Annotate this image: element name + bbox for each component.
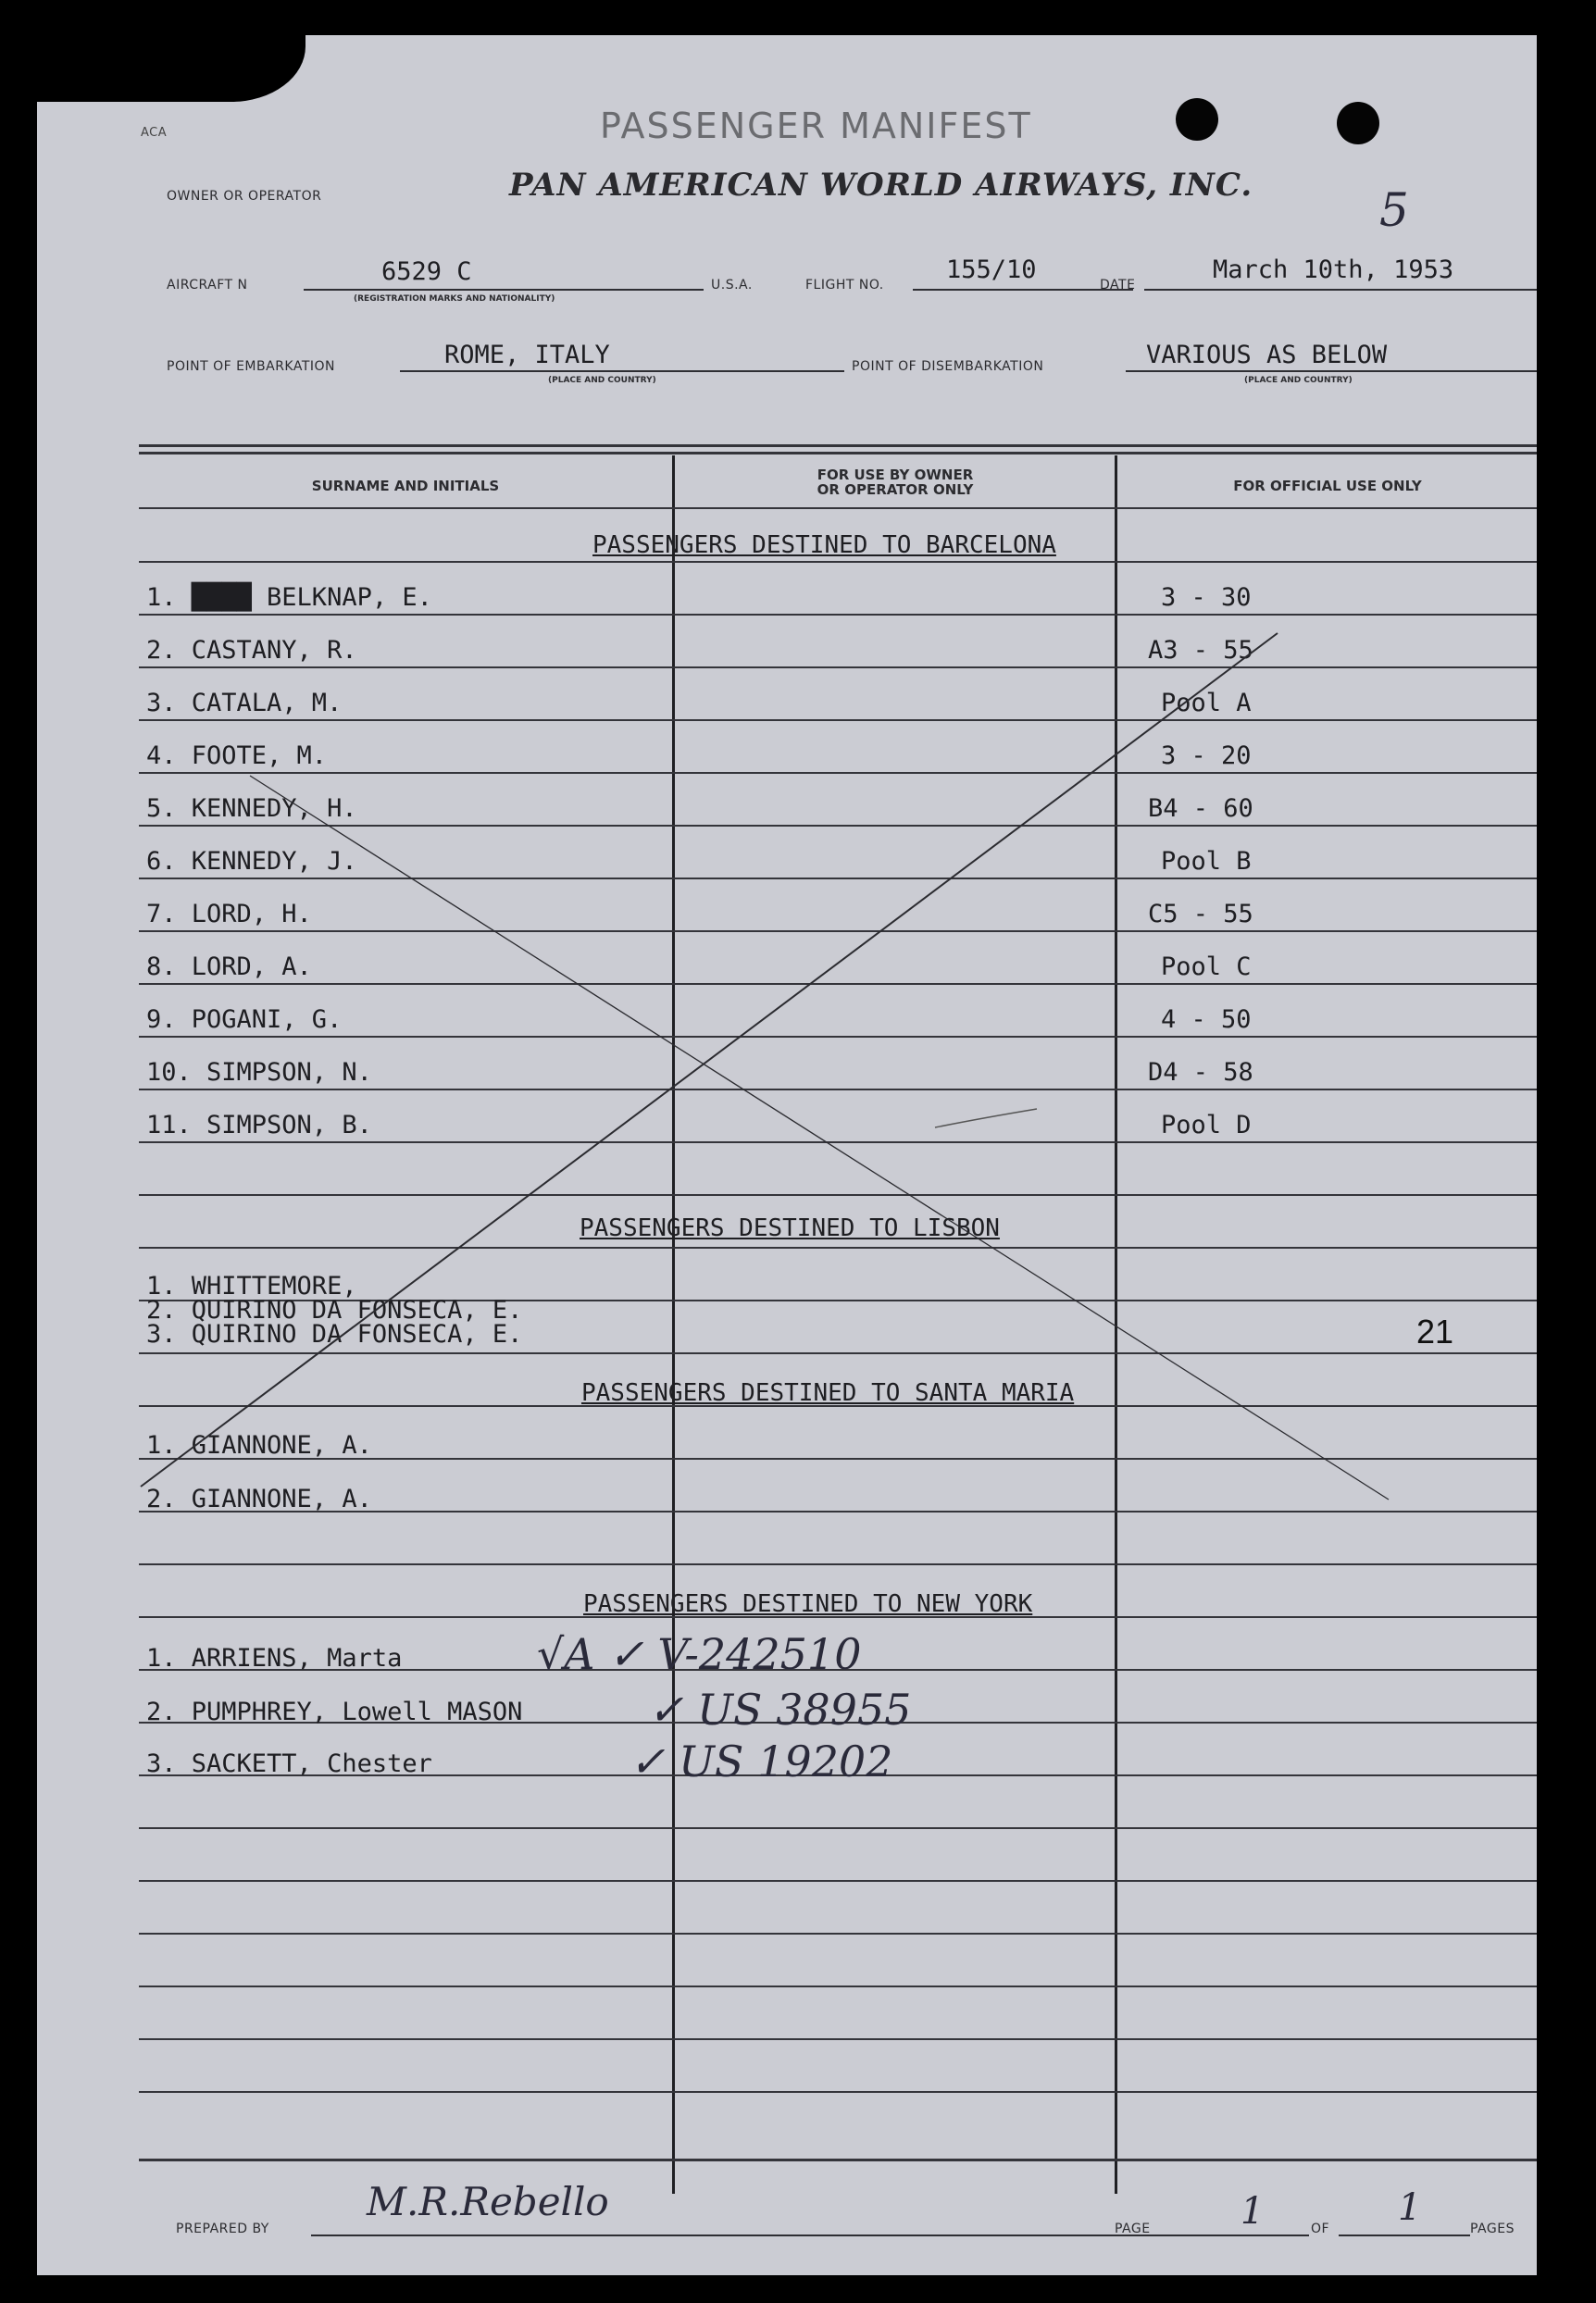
disembark-value: VARIOUS AS BELOW xyxy=(1146,341,1388,369)
passenger-row: 2. CASTANY, R. xyxy=(146,636,357,665)
corner-mark: 5 xyxy=(1379,183,1409,237)
column-header-operator-line1: FOR USE BY OWNER xyxy=(817,467,974,483)
cancel-stroke-1 xyxy=(141,633,1278,1487)
page-label: PAGE xyxy=(1115,2222,1151,2236)
official-code: 3 - 30 xyxy=(1161,583,1252,612)
column-header-surname: SURNAME AND INITIALS xyxy=(311,478,500,494)
passenger-row: 10. SIMPSON, N. xyxy=(146,1058,372,1087)
cancel-stroke-2 xyxy=(250,776,1389,1500)
owner-name: PAN AMERICAN WORLD AIRWAYS, INC. xyxy=(509,167,1253,204)
official-code: C5 - 55 xyxy=(1148,900,1253,928)
embark-value: ROME, ITALY xyxy=(444,341,610,369)
passenger-row: 1. ████ BELKNAP, E. xyxy=(146,583,432,612)
owner-label: OWNER OR OPERATOR xyxy=(167,189,322,204)
section-title-new-york: PASSENGERS DESTINED TO NEW YORK xyxy=(583,1590,1033,1618)
official-code: B4 - 60 xyxy=(1148,794,1253,823)
passenger-row: 1. GIANNONE, A. xyxy=(146,1431,372,1460)
operator-handwriting: ✓ US 38955 xyxy=(648,1685,912,1735)
of-value: 1 xyxy=(1398,2186,1422,2229)
official-code: D4 - 58 xyxy=(1148,1058,1253,1087)
cancellation-strokes xyxy=(37,35,1537,2275)
embark-label: POINT OF EMBARKATION xyxy=(167,359,336,374)
pages-label: PAGES xyxy=(1470,2222,1515,2236)
corner-code: ACA xyxy=(141,126,168,140)
section-title-barcelona: PASSENGERS DESTINED TO BARCELONA xyxy=(592,531,1056,559)
page-value: 1 xyxy=(1241,2190,1265,2233)
passenger-row: 3. SACKETT, Chester xyxy=(146,1749,432,1778)
official-note: 21 xyxy=(1416,1313,1454,1351)
flight-value: 155/10 xyxy=(946,255,1037,284)
disembark-label: POINT OF DISEMBARKATION xyxy=(852,359,1044,374)
operator-handwriting: √A ✓ V-242510 xyxy=(537,1629,862,1679)
passenger-row: 1. WHITTEMORE, xyxy=(146,1272,357,1301)
aircraft-value: 6529 C xyxy=(381,257,472,286)
official-code: 4 - 50 xyxy=(1161,1005,1252,1034)
official-code: Pool B xyxy=(1161,847,1252,876)
of-underline xyxy=(1339,2235,1470,2236)
operator-handwriting: ✓ US 19202 xyxy=(630,1737,893,1786)
registration-note: (REGISTRATION MARKS AND NATIONALITY) xyxy=(354,294,555,304)
page-underline xyxy=(1166,2235,1309,2236)
passenger-row: 4. FOOTE, M. xyxy=(146,741,328,770)
disembark-note: (PLACE AND COUNTRY) xyxy=(1244,376,1353,385)
manifest-title: PASSENGER MANIFEST xyxy=(600,106,1032,146)
passenger-row: 8. LORD, A. xyxy=(146,952,312,981)
passenger-row: 9. POGANI, G. xyxy=(146,1005,343,1034)
passenger-row: 7. LORD, H. xyxy=(146,900,312,928)
of-label: OF xyxy=(1311,2222,1330,2236)
passenger-row: 5. KENNEDY, H. xyxy=(146,794,357,823)
official-code: 3 - 20 xyxy=(1161,741,1252,770)
aircraft-label: AIRCRAFT N xyxy=(167,278,248,293)
passenger-row: 2. GIANNONE, A. xyxy=(146,1485,372,1513)
passenger-row: 1. ARRIENS, Marta xyxy=(146,1644,403,1673)
column-header-operator-line2: OR OPERATOR ONLY xyxy=(817,481,974,498)
passenger-row: 2. QUIRINO DA FONSECA, E. xyxy=(146,1296,523,1325)
section-title-lisbon: PASSENGERS DESTINED TO LISBON xyxy=(580,1214,1000,1242)
passenger-row: 2. PUMPHREY, Lowell MASON xyxy=(146,1698,523,1726)
prepared-label: PREPARED BY xyxy=(176,2222,269,2236)
official-code: Pool D xyxy=(1161,1111,1252,1139)
embark-note: (PLACE AND COUNTRY) xyxy=(548,376,656,385)
flight-label: FLIGHT NO. xyxy=(805,278,884,293)
passenger-row: 6. KENNEDY, J. xyxy=(146,847,357,876)
passenger-row: 11. SIMPSON, B. xyxy=(146,1111,372,1139)
manifest-page xyxy=(37,35,1537,2275)
usa-label: U.S.A. xyxy=(711,278,753,293)
section-title-santa-maria: PASSENGERS DESTINED TO SANTA MARIA xyxy=(581,1379,1075,1407)
official-code: Pool C xyxy=(1161,952,1252,981)
date-label: DATE xyxy=(1100,278,1136,293)
pencil-stroke xyxy=(935,1109,1037,1127)
official-code: A3 - 55 xyxy=(1148,636,1253,665)
official-code: Pool A xyxy=(1161,689,1252,717)
date-value: March 10th, 1953 xyxy=(1213,255,1454,284)
column-header-official: FOR OFFICIAL USE ONLY xyxy=(1233,478,1422,494)
prepared-underline xyxy=(311,2235,1181,2236)
preparer-signature: M.R.Rebello xyxy=(367,2179,609,2224)
passenger-row: 3. CATALA, M. xyxy=(146,689,343,717)
passenger-row: 3. QUIRINO DA FONSECA, E. xyxy=(146,1320,523,1349)
